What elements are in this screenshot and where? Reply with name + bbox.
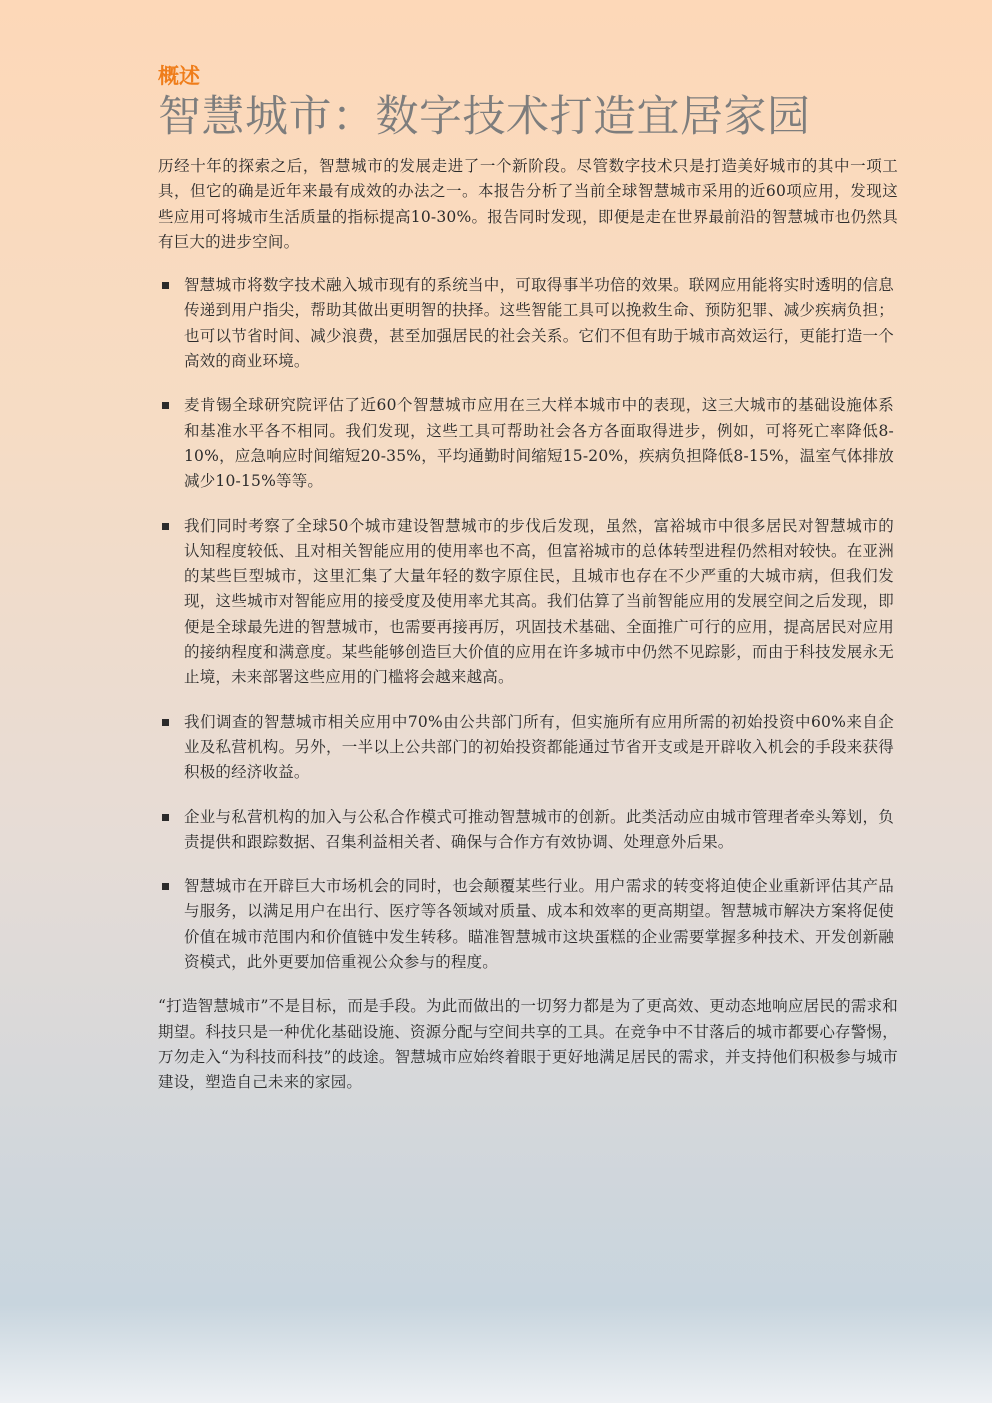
- square-bullet-icon: [162, 282, 169, 289]
- square-bullet-icon: [162, 402, 169, 409]
- square-bullet-icon: [162, 883, 169, 890]
- closing-paragraph: “打造智慧城市”不是目标，而是手段。为此而做出的一切努力都是为了更高效、更动态地响应居民的需求和期望。科技只是一种优化基础设施、资源分配与空间共享的工具。在竞争中不甘落后的城市都要心存警惕，万勿走入“为科技而科技”的歧途。智慧城市应始终着眼于更好地满足居民的需求，并支持他们积极参与城市建设，塑造自己未来的家园。: [158, 997, 898, 1092]
- list-item-text: 智慧城市将数字技术融入城市现有的系统当中，可取得事半功倍的效果。联网应用能将实时透明的信息传递到用户指尖，帮助其做出更明智的抉择。这些智能工具可以挽救生命、预防犯罪、减少疾病负担；也可以节省时间、减少浪费，甚至加强居民的社会关系。它们不但有助于城市高效运行，更能打造一个高效的商业环境。: [184, 276, 894, 371]
- list-item: [158, 874, 898, 975]
- square-bullet-icon: [162, 719, 169, 726]
- list-item: [158, 514, 898, 691]
- section-kicker: 概述: [158, 64, 200, 88]
- list-item-text: 我们调查的智慧城市相关应用中70%由公共部门所有，但实施所有应用所需的初始投资中60%来自企业及私营机构。另外，一半以上公共部门的初始投资都能通过节省开支或是开辟收入机会的手段来获得积极的经济收益。: [184, 712, 894, 782]
- list-item: [158, 710, 898, 786]
- square-bullet-icon: [162, 814, 169, 821]
- list-item: [158, 273, 898, 374]
- list-item-text: 企业与私营机构的加入与公私合作模式可推动智慧城市的创新。此类活动应由城市管理者牵头筹划，负责提供和跟踪数据、召集利益相关者、确保与合作方有效协调、处理意外后果。: [184, 807, 894, 851]
- page-title: 智慧城市：数字技术打造宜居家园: [158, 92, 811, 142]
- list-item: [158, 393, 898, 494]
- square-bullet-icon: [162, 523, 169, 530]
- list-item: [158, 805, 898, 856]
- list-item-text: 我们同时考察了全球50个城市建设智慧城市的步伐后发现，虽然，富裕城市中很多居民对智慧城市的认知程度较低、且对相关智能应用的使用率也不高，但富裕城市的总体转型进程仍然相对较快。在亚洲的某些巨型城市，这里汇集了大量年轻的数字原住民，且城市也存在不少严重的大城市病，但我们发现，这些城市对智能应用的接受度及使用率尤其高。我们估算了当前智能应用的发展空间之后发现，即便是全球最先进的智慧城市，也需要再接再厉，巩固技术基础、全面推广可行的应用，提高居民对应用的接纳程度和满意度。某些能够创造巨大价值的应用在许多城市中仍然不见踪影，而由于科技发展永无止境，未来部署这些应用的门槛将会越来越高。: [184, 516, 894, 687]
- list-item-text: 麦肯锡全球研究院评估了近60个智慧城市应用在三大样本城市中的表现，这三大城市的基础设施体系和基准水平各不相同。我们发现，这些工具可帮助社会各方各面取得进步，例如，可将死亡率降低8-10%，应急响应时间缩短20-35%，平均通勤时间缩短15-20%，疾病负担降低8-15%，温室气体排放减少10-15%等等。: [184, 396, 894, 491]
- intro-paragraph: 历经十年的探索之后，智慧城市的发展走进了一个新阶段。尽管数字技术只是打造美好城市的其中一项工具，但它的确是近年来最有成效的办法之一。本报告分析了当前全球智慧城市采用的近60项应用，发现这些应用可将城市生活质量的指标提高10-30%。报告同时发现，即便是走在世界最前沿的智慧城市也仍然具有巨大的进步空间。: [158, 157, 898, 251]
- document-page: [158, 62, 898, 1096]
- list-item-text: 智慧城市在开辟巨大市场机会的同时，也会颠覆某些行业。用户需求的转变将迫使企业重新评估其产品与服务，以满足用户在出行、医疗等各领域对质量、成本和效率的更高期望。智慧城市解决方案将促使价值在城市范围内和价值链中发生转移。瞄准智慧城市这块蛋糕的企业需要掌握多种技术、开发创新融资模式，此外更要加倍重视公众参与的程度。: [184, 877, 894, 972]
- key-findings-list: [158, 273, 898, 975]
